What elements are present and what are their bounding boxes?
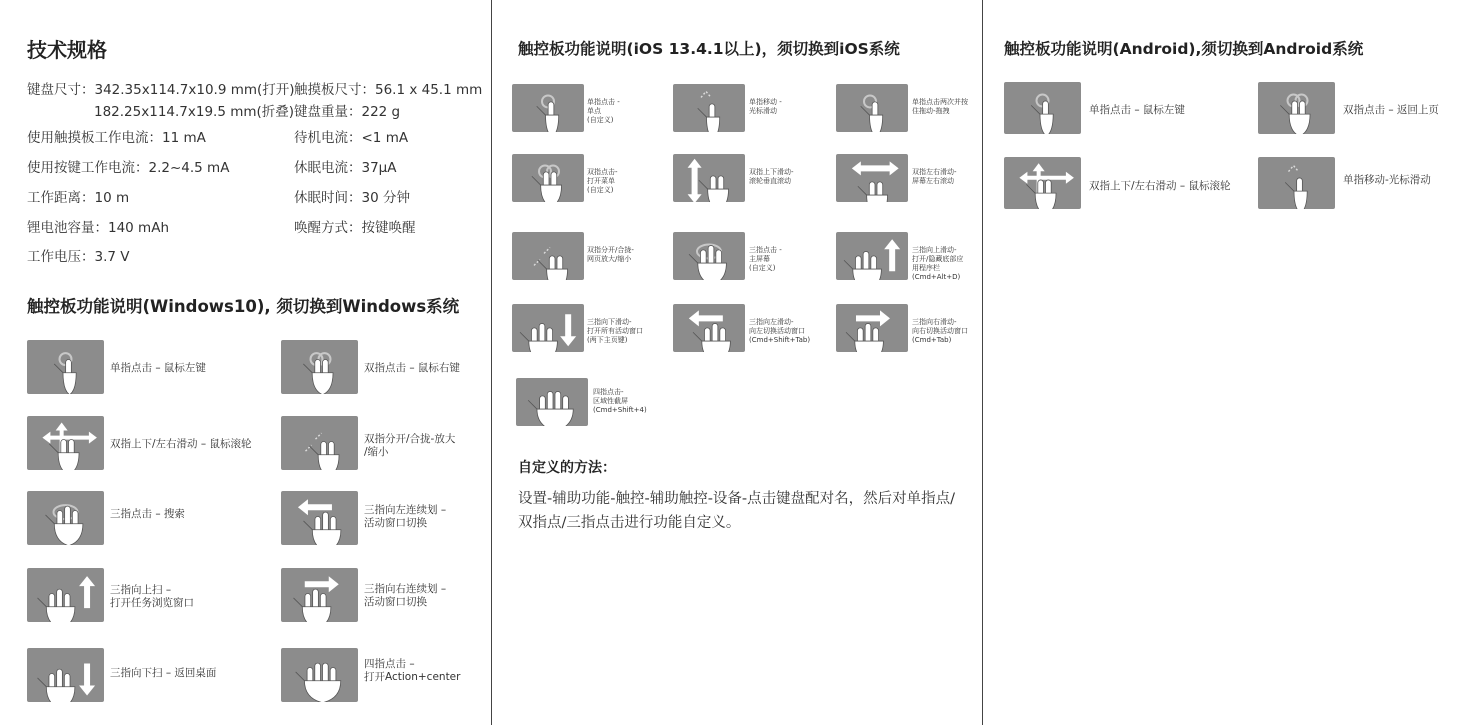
- spec-sleep-time: 休眠时间：30 分钟: [294, 190, 410, 206]
- ios-touchpad-four-finger-tap-icon: [516, 378, 588, 426]
- windows-gesture-caption: 三指向右连续划 – 活动窗口切换: [364, 583, 447, 608]
- android-touchpad-one-finger-move-icon: [1258, 157, 1335, 209]
- ios-touchpad-three-finger-swipe-up-icon: [836, 232, 908, 280]
- ios-touchpad-three-finger-swipe-down-icon: [512, 304, 584, 352]
- windows-touchpad-two-finger-scroll-icon: [27, 416, 104, 470]
- ios-touchpad-double-tap-drag-icon: [836, 84, 908, 132]
- ios-title: 触控板功能说明(iOS 13.4.1以上)，须切换到iOS系统: [518, 40, 900, 58]
- spec-keyboard-size: 键盘尺寸：342.35x114.7x10.9 mm(打开): [27, 82, 295, 98]
- ios-touchpad-three-finger-swipe-right-icon: [836, 304, 908, 352]
- ios-touchpad-three-finger-swipe-left-icon: [673, 304, 745, 352]
- android-gesture-caption: 双指上下/左右滑动 – 鼠标滚轮: [1089, 180, 1231, 192]
- ios-gesture-caption: 三指向左滑动- 向左切换活动窗口 (Cmd+Shift+Tab): [749, 318, 811, 344]
- ios-gesture-caption: 三指向下滑动- 打开所有活动窗口 (两下主页键): [587, 318, 643, 344]
- ios-gesture-caption: 三指向右滑动- 向右切换活动窗口 (Cmd+Tab): [912, 318, 968, 344]
- spec-distance: 工作距离：10 m: [27, 190, 130, 206]
- custom-method-title: 自定义的方法：: [518, 460, 616, 476]
- spec-weight: 键盘重量：222 g: [294, 104, 401, 120]
- ios-gesture-caption: 单指移动 - 光标滑动: [749, 98, 782, 115]
- ios-gesture-caption: 双指点击- 打开菜单 (自定义): [587, 168, 618, 194]
- windows-touchpad-three-finger-swipe-right-icon: [281, 568, 358, 622]
- ios-gesture-caption: 双指分开/合拢- 网页放大/缩小: [587, 246, 634, 263]
- ios-touchpad-two-finger-horizontal-scroll-icon: [836, 154, 908, 202]
- ios-gesture-caption: 单指点击两次并按 住拖动-拖拽: [912, 98, 968, 115]
- ios-gesture-caption: 双指左右滑动- 屏幕左右滚动: [912, 168, 957, 185]
- spec-touchpad-current: 使用触摸板工作电流：11 mA: [27, 130, 206, 146]
- android-touchpad-one-finger-tap-icon: [1004, 82, 1081, 134]
- spec-battery: 锂电池容量：140 mAh: [27, 220, 170, 236]
- windows-gesture-caption: 四指点击 – 打开Action+center: [364, 658, 461, 683]
- spec-wake: 唤醒方式：按键唤醒: [294, 220, 416, 236]
- custom-method-text: 设置-辅助功能-触控-辅助触控-设备-点击键盘配对名，然后对单指点/双指点/三指点击进行功能自定义。: [518, 491, 956, 531]
- spec-keyboard-size-folded: 182.25x114.7x19.5 mm(折叠): [94, 104, 295, 120]
- column-divider-1: [491, 0, 492, 725]
- windows-touchpad-three-finger-swipe-down-icon: [27, 648, 104, 702]
- windows-gesture-caption: 双指点击 – 鼠标右键: [364, 362, 460, 374]
- ios-touchpad-pinch-zoom-icon: [512, 232, 584, 280]
- windows-gesture-caption: 双指分开/合拢-放大 /缩小: [364, 433, 456, 458]
- windows-touchpad-one-finger-tap-icon: [27, 340, 104, 394]
- specs-title: 技术规格: [27, 38, 107, 62]
- windows-touchpad-four-finger-tap-icon: [281, 648, 358, 702]
- spec-sleep-current: 休眠电流：37μA: [294, 160, 397, 176]
- android-gesture-caption: 双指点击 – 返回上页: [1343, 104, 1439, 116]
- column-divider-2: [982, 0, 983, 725]
- ios-touchpad-two-finger-tap-icon: [512, 154, 584, 202]
- android-touchpad-two-finger-scroll-icon: [1004, 157, 1081, 209]
- ios-touchpad-one-finger-tap-icon: [512, 84, 584, 132]
- windows-gesture-caption: 三指向左连续划 – 活动窗口切换: [364, 504, 447, 529]
- windows-touchpad-three-finger-swipe-left-icon: [281, 491, 358, 545]
- ios-gesture-caption: 双指上下滑动- 滚轮垂直滚动: [749, 168, 794, 185]
- ios-gesture-caption: 三指点击 - 主屏幕 (自定义): [749, 246, 782, 272]
- windows-touchpad-two-finger-tap-icon: [281, 340, 358, 394]
- windows-title: 触控板功能说明(Windows10), 须切换到Windows系统: [27, 297, 460, 316]
- android-title: 触控板功能说明(Android),须切换到Android系统: [1004, 40, 1364, 58]
- spec-touchpad-size: 触摸板尺寸：56.1 x 45.1 mm: [294, 82, 483, 98]
- ios-gesture-caption: 三指向上滑动- 打开/隐藏底部应 用程序栏 (Cmd+Alt+D): [912, 246, 964, 281]
- android-gesture-caption: 单指点击 – 鼠标左键: [1089, 104, 1185, 116]
- windows-touchpad-three-finger-tap-icon: [27, 491, 104, 545]
- windows-touchpad-pinch-zoom-icon: [281, 416, 358, 470]
- spec-standby-current: 待机电流：<1 mA: [294, 130, 409, 146]
- windows-gesture-caption: 三指点击 – 搜索: [110, 508, 185, 520]
- spec-key-current: 使用按键工作电流：2.2~4.5 mA: [27, 160, 230, 176]
- windows-gesture-caption: 三指向下扫 – 返回桌面: [110, 667, 217, 679]
- ios-touchpad-one-finger-move-icon: [673, 84, 745, 132]
- ios-touchpad-two-finger-vertical-scroll-icon: [673, 154, 745, 202]
- spec-voltage: 工作电压：3.7 V: [27, 249, 130, 265]
- windows-gesture-caption: 三指向上扫 – 打开任务浏览窗口: [110, 584, 194, 609]
- windows-gesture-caption: 单指点击 – 鼠标左键: [110, 362, 206, 374]
- ios-gesture-caption: 四指点击- 区域性截屏 (Cmd+Shift+4): [593, 388, 647, 414]
- android-touchpad-two-finger-tap-icon: [1258, 82, 1335, 134]
- android-gesture-caption: 单指移动-光标滑动: [1343, 174, 1431, 186]
- windows-gesture-caption: 双指上下/左右滑动 – 鼠标滚轮: [110, 438, 252, 450]
- windows-touchpad-three-finger-swipe-up-icon: [27, 568, 104, 622]
- ios-gesture-caption: 单指点击 - 单点 (自定义): [587, 98, 620, 124]
- ios-touchpad-three-finger-tap-icon: [673, 232, 745, 280]
